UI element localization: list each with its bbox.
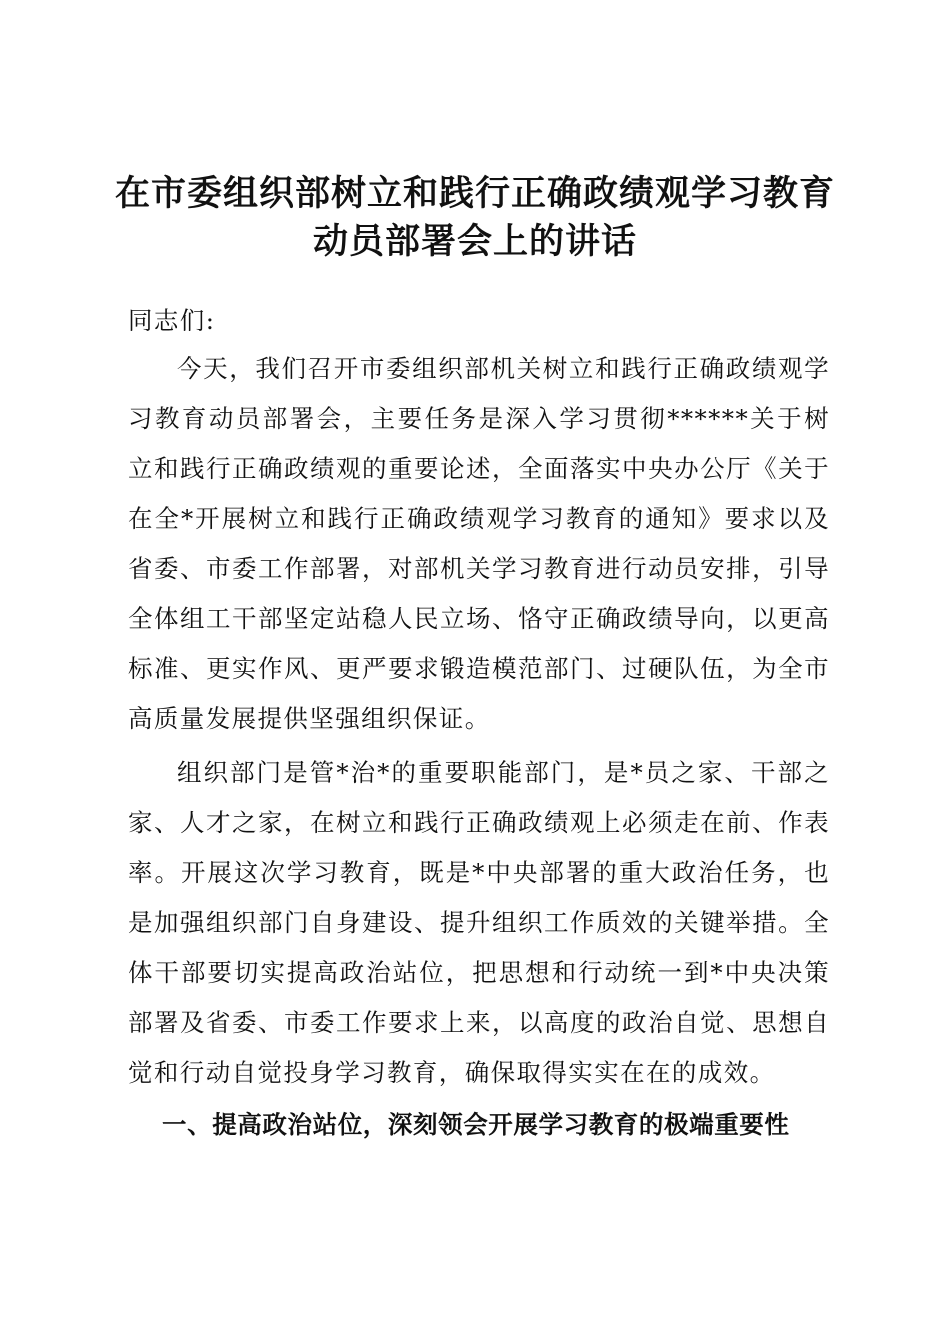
paragraph-text: 今天，我们召开市委组织部机关树立和践行正确政绩观学习教育动员部署会，主要任务是深入学习贯彻******关于树立和践行正确政绩观的重要论述，全面落实中央办公厅《关于在全*开展树立和践行正确政绩观学习教育的通知》要求以及省委、市委工作部署，对部机关学习教育进行动员安排，引导全体组工干部坚定站稳人民立场、恪守正确政绩导向，以更高标准、更实作风、更严要求锻造模范部门、过硬队伍，为全市高质量发展提供坚强组织保证。 [128,354,830,733]
document-title-line-2: 动员部署会上的讲话 [312,221,637,262]
paragraph-text: 组织部门是管*治*的重要职能部门，是*员之家、干部之家、人才之家，在树立和践行正确政绩观上必须走在前、作表率。开展这次学习教育，既是*中央部署的重大政治任务，也是加强组织部门自身建设、提升组织工作质效的关键举措。全体干部要切实提高政治站位，把思想和行动统一到*中央决策部署及省委、市委工作要求上来，以高度的政治自觉、思想自觉和行动自觉投身学习教育，确保取得实实在在的成效。 [128,758,830,1087]
section-heading-1: 一、提高政治站位，深刻领会开展学习教育的极端重要性 [162,1110,790,1139]
body-paragraph-1 [128,344,830,744]
body-paragraph-2 [128,748,830,1098]
salutation: 同志们: [128,306,216,335]
document-title-line-1: 在市委组织部树立和践行正确政绩观学习教育 [114,173,835,214]
